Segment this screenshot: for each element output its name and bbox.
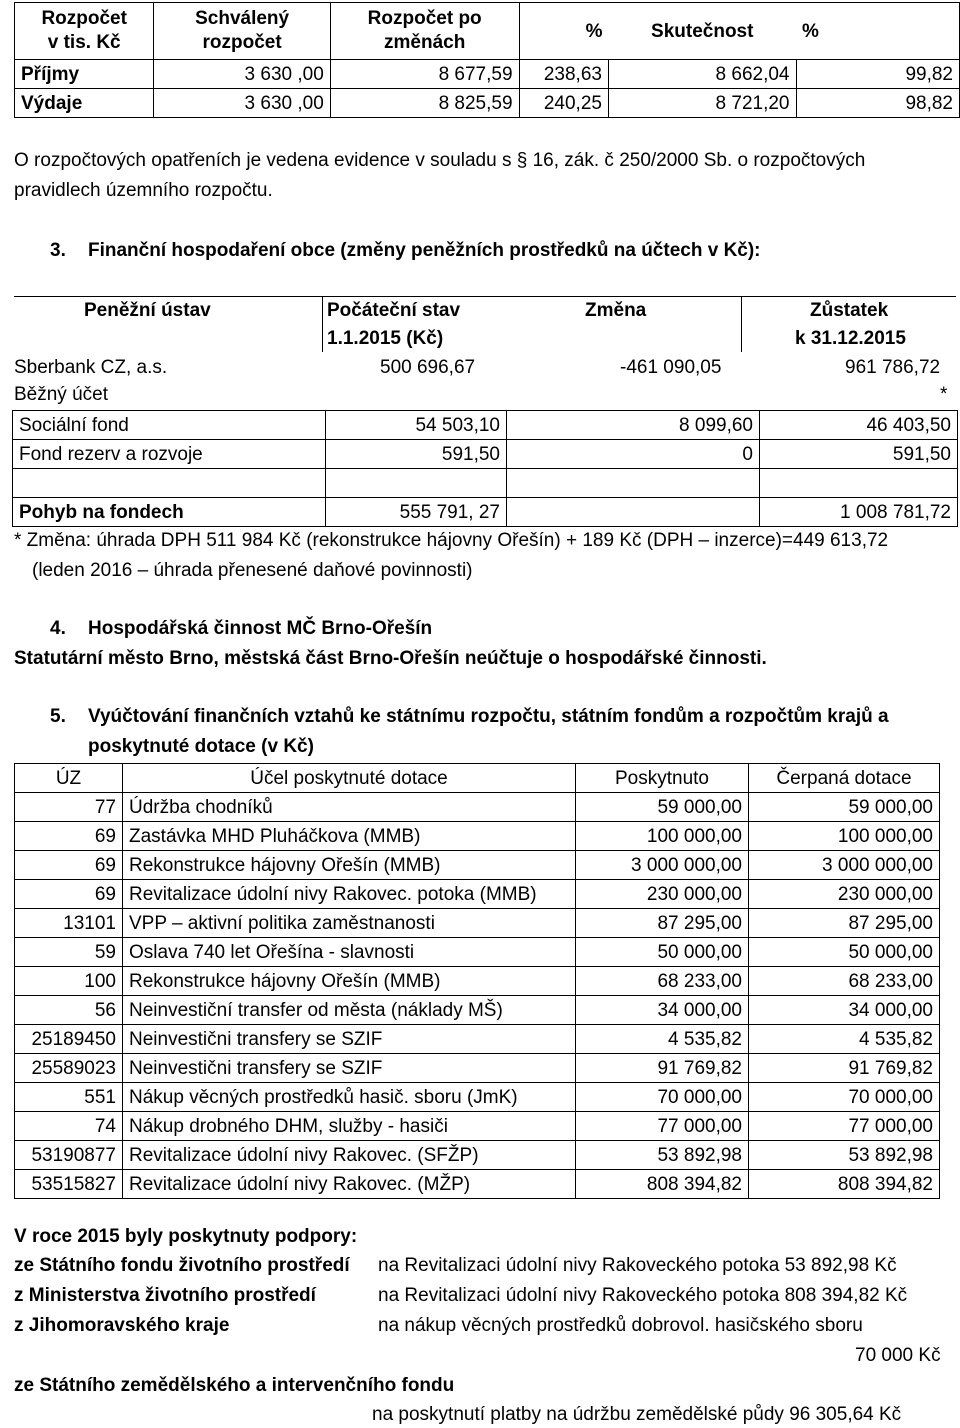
cell-purpose: Údržba chodníků <box>123 793 576 822</box>
cell-given: 3 000 000,00 <box>576 851 749 880</box>
cell-given: 230 000,00 <box>576 880 749 909</box>
header-text: změnách <box>384 32 466 53</box>
cell-purpose: Revitalizace údolní nivy Rakovec. (MŽP) <box>123 1170 576 1199</box>
cell-purpose: Neinvestiční transfer od města (náklady MŠ) <box>123 996 576 1025</box>
cell-used: 77 000,00 <box>749 1112 940 1141</box>
cell: 3 630 ,00 <box>154 89 330 118</box>
cell-purpose: Nákup věcných prostředků hasič. sboru (JmK) <box>123 1083 576 1112</box>
header-cell: ÚZ <box>15 764 123 793</box>
header-cell: Účel poskytnuté dotace <box>123 764 576 793</box>
cell <box>507 498 760 527</box>
section-number: 5. <box>50 706 66 727</box>
cell-uz: 551 <box>15 1083 123 1112</box>
cell-used: 230 000,00 <box>749 880 940 909</box>
cell: 591,50 <box>760 440 958 469</box>
header-text: Rozpočet <box>41 8 127 29</box>
support-from: z Jihomoravského kraje <box>14 1315 230 1336</box>
section-title: Finanční hospodaření obce (změny peněžních prostředků na účtech v Kč): <box>88 240 761 261</box>
cell-used: 34 000,00 <box>749 996 940 1025</box>
support-from: z Ministerstva životního prostředí <box>14 1285 316 1306</box>
divider <box>14 296 956 297</box>
cell-given: 34 000,00 <box>576 996 749 1025</box>
cell-given: 53 892,98 <box>576 1141 749 1170</box>
header-cell: Změna <box>585 300 647 321</box>
cell-given: 4 535,82 <box>576 1025 749 1054</box>
empty-cell <box>507 469 760 498</box>
cell-given: 50 000,00 <box>576 938 749 967</box>
cell-purpose: Neinvestični transfery se SZIF <box>123 1054 576 1083</box>
cell-used: 50 000,00 <box>749 938 940 967</box>
cell-uz: 69 <box>15 851 123 880</box>
cell-purpose: Rekonstrukce hájovny Ořešín (MMB) <box>123 851 576 880</box>
cell-uz: 69 <box>15 880 123 909</box>
header-cell: % <box>519 3 608 60</box>
table-row <box>15 880 940 909</box>
cell-used: 87 295,00 <box>749 909 940 938</box>
support-amount: 70 000 Kč <box>855 1345 941 1366</box>
header-cell: % <box>796 3 960 60</box>
row-label: Fond rezerv a rozvoje <box>13 440 326 469</box>
section-number: 3. <box>50 240 66 261</box>
section-title: Vyúčtování finančních vztahů ke státnímu rozpočtu, státním fondům a rozpočtům krajů a <box>88 706 889 727</box>
cell-uz: 59 <box>15 938 123 967</box>
cell: 238,63 <box>519 60 608 89</box>
cell-used: 91 769,82 <box>749 1054 940 1083</box>
row-label: Sociální fond <box>13 411 326 440</box>
table-row <box>13 411 958 440</box>
header-cell: Poskytnuto <box>576 764 749 793</box>
cell: 99,82 <box>796 60 960 89</box>
support-from: ze Státního zemědělského a intervenčního fondu <box>14 1375 455 1396</box>
empty-cell <box>13 469 326 498</box>
cell-used: 68 233,00 <box>749 967 940 996</box>
support-what: na nákup věcných prostředků dobrovol. hasičského sboru <box>378 1315 863 1336</box>
cell-used: 53 892,98 <box>749 1141 940 1170</box>
support-heading: V roce 2015 byly poskytnuty podpory: <box>14 1226 358 1247</box>
cell-uz: 25189450 <box>15 1025 123 1054</box>
header-cell: Zůstatek <box>810 300 889 321</box>
table-header <box>15 3 960 60</box>
table-row <box>15 851 940 880</box>
cell-given: 77 000,00 <box>576 1112 749 1141</box>
header-cell: Čerpaná dotace <box>749 764 940 793</box>
row-label: Výdaje <box>15 89 154 118</box>
table-row <box>13 469 958 498</box>
header-cell: Peněžní ústav <box>84 300 211 321</box>
cell: 1 008 781,72 <box>760 498 958 527</box>
table-row <box>15 1025 940 1054</box>
table-row <box>15 996 940 1025</box>
cell-uz: 100 <box>15 967 123 996</box>
budget-table <box>14 2 960 118</box>
cell-given: 68 233,00 <box>576 967 749 996</box>
header-text: Schválený <box>195 8 290 29</box>
cell-purpose: Rekonstrukce hájovny Ořešín (MMB) <box>123 967 576 996</box>
header-text: v tis. Kč <box>47 32 121 53</box>
cell: 591,50 <box>326 440 507 469</box>
header-cell: Skutečnost <box>608 3 796 60</box>
support-what: na Revitalizaci údolní nivy Rakoveckého potoka 53 892,98 Kč <box>378 1255 897 1276</box>
table-row <box>15 909 940 938</box>
header-text: rozpočet <box>202 32 282 53</box>
support-what: na poskytnutí platby na údržbu zemědělské půdy 96 305,64 Kč <box>372 1404 902 1425</box>
cell-given: 91 769,82 <box>576 1054 749 1083</box>
paragraph: pravidlech územního rozpočtu. <box>14 180 273 201</box>
footnote: * Změna: úhrada DPH 511 984 Kč (rekonstrukce hájovny Ořešín) + 189 Kč (DPH – inzerce)=449 613,72 <box>14 530 889 551</box>
table-header <box>15 764 940 793</box>
section-title: Hospodářská činnost MČ Brno-Ořešín <box>88 618 433 639</box>
cell-used: 70 000,00 <box>749 1083 940 1112</box>
header-cell <box>330 3 519 60</box>
cell: 555 791, 27 <box>326 498 507 527</box>
cell-purpose: Revitalizace údolní nivy Rakovec. potoka (MMB) <box>123 880 576 909</box>
footnote: (leden 2016 – úhrada přenesené daňové povinnosti) <box>32 560 473 581</box>
fin-rows <box>12 410 958 527</box>
table-row <box>15 1054 940 1083</box>
cell: 98,82 <box>796 89 960 118</box>
cell-given: 59 000,00 <box>576 793 749 822</box>
cell-used: 59 000,00 <box>749 793 940 822</box>
cell-purpose: Oslava 740 let Ořešína - slavnosti <box>123 938 576 967</box>
cell: 3 630 ,00 <box>154 60 330 89</box>
cell: 8 677,59 <box>330 60 519 89</box>
row-label: Pohyb na fondech <box>13 498 326 527</box>
empty-cell <box>326 469 507 498</box>
paragraph: O rozpočtových opatřeních je vedena evidence v souladu s § 16, zák. č 250/2000 Sb. o rozpočtových <box>14 150 866 171</box>
cell-uz: 56 <box>15 996 123 1025</box>
cell: 46 403,50 <box>760 411 958 440</box>
table-row <box>15 60 960 89</box>
table-row <box>13 498 958 527</box>
section-text: Statutární město Brno, městská část Brno-Ořešín neúčtuje o hospodářské činnosti. <box>14 648 767 669</box>
cell-uz: 77 <box>15 793 123 822</box>
cell: 240,25 <box>519 89 608 118</box>
empty-cell <box>760 469 958 498</box>
cell-given: 808 394,82 <box>576 1170 749 1199</box>
row-label: Sberbank CZ, a.s. <box>14 357 168 378</box>
table-row <box>15 822 940 851</box>
cell-used: 100 000,00 <box>749 822 940 851</box>
header-cell: 1.1.2015 (Kč) <box>327 328 444 349</box>
support-what: na Revitalizaci údolní nivy Rakoveckého potoka 808 394,82 Kč <box>378 1285 908 1306</box>
header-text: Rozpočet po <box>367 8 482 29</box>
cell-used: 808 394,82 <box>749 1170 940 1199</box>
cell-used: 4 535,82 <box>749 1025 940 1054</box>
table-row <box>13 440 958 469</box>
footnote-marker: * <box>940 384 948 405</box>
cell: 8 099,60 <box>507 411 760 440</box>
grant-table <box>14 763 940 1199</box>
cell-uz: 25589023 <box>15 1054 123 1083</box>
row-label: Příjmy <box>15 60 154 89</box>
table-row <box>15 89 960 118</box>
table-row <box>15 938 940 967</box>
cell-uz: 74 <box>15 1112 123 1141</box>
cell: 8 662,04 <box>608 60 796 89</box>
cell: 54 503,10 <box>326 411 507 440</box>
cell-given: 100 000,00 <box>576 822 749 851</box>
cell-purpose: Revitalizace údolní nivy Rakovec. (SFŽP) <box>123 1141 576 1170</box>
cell-purpose: Nákup drobného DHM, služby - hasiči <box>123 1112 576 1141</box>
cell-uz: 53515827 <box>15 1170 123 1199</box>
row-label: Běžný účet <box>14 384 108 405</box>
table-row <box>15 1083 940 1112</box>
cell-used: 3 000 000,00 <box>749 851 940 880</box>
table-row <box>15 1141 940 1170</box>
cell-given: 70 000,00 <box>576 1083 749 1112</box>
divider <box>741 296 742 352</box>
table-row <box>15 1112 940 1141</box>
cell-purpose: Neinvestični transfery se SZIF <box>123 1025 576 1054</box>
cell-given: 87 295,00 <box>576 909 749 938</box>
cell: 500 696,67 <box>380 357 476 378</box>
cell-uz: 69 <box>15 822 123 851</box>
table-row <box>15 1170 940 1199</box>
divider <box>322 296 323 352</box>
cell: -461 090,05 <box>620 357 722 378</box>
cell-purpose: Zastávka MHD Pluháčkova (MMB) <box>123 822 576 851</box>
cell-uz: 53190877 <box>15 1141 123 1170</box>
section-number: 4. <box>50 618 66 639</box>
header-cell <box>15 3 154 60</box>
cell: 961 786,72 <box>845 357 941 378</box>
cell: 0 <box>507 440 760 469</box>
cell-uz: 13101 <box>15 909 123 938</box>
cell-purpose: VPP – aktivní politika zaměstnanosti <box>123 909 576 938</box>
header-cell: k 31.12.2015 <box>795 328 906 349</box>
table-row <box>15 967 940 996</box>
header-cell <box>154 3 330 60</box>
cell: 8 825,59 <box>330 89 519 118</box>
cell: 8 721,20 <box>608 89 796 118</box>
section-title: poskytnuté dotace (v Kč) <box>88 736 314 757</box>
support-from: ze Státního fondu životního prostředí <box>14 1255 350 1276</box>
table-row <box>15 793 940 822</box>
header-cell: Počáteční stav <box>327 300 461 321</box>
